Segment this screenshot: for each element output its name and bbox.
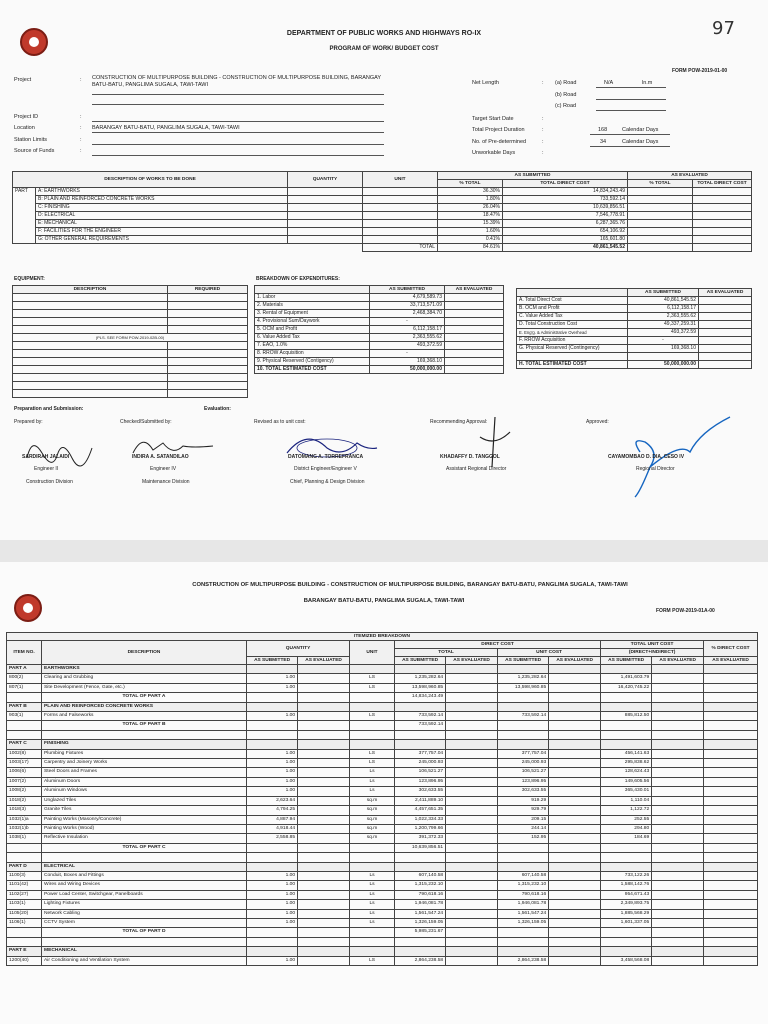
- signature-4-icon: [470, 412, 520, 472]
- duration-label: Total Project Duration: [472, 127, 525, 133]
- col-unit: UNIT: [363, 172, 438, 188]
- table-row: C. Value Added Tax 2,363,555.62: [517, 313, 752, 321]
- blank-row: [7, 853, 758, 862]
- table-row: 1018(2) Unglazed Tiles 2,623.64 sq.m 2,411,889.10 919.29 1,110.04: [7, 796, 758, 805]
- table-row: F. RROW Acquisition -: [517, 337, 752, 345]
- table-title: ITEMIZED BREAKDOWN: [7, 633, 758, 641]
- table-row: 7. EAO, 1.0% 493,372.59: [255, 342, 504, 350]
- signatory-1-name: SARDIRAH JALAIDI: [22, 454, 70, 460]
- blank-row: [7, 937, 758, 946]
- table-row: 4. Provisional Sum/Daywork -: [255, 318, 504, 326]
- preparation-label: Preparation and Submission:: [14, 406, 84, 412]
- part-header-row: PART C FINISHING: [7, 740, 758, 749]
- part-total-row: TOTAL OF PART C 10,639,856.51: [7, 843, 758, 852]
- part-total-row: TOTAL OF PART A 14,834,243.49: [7, 693, 758, 702]
- page-separator: [0, 540, 768, 562]
- road-a-unit: ln.m: [642, 80, 653, 86]
- table-row: 1007(2) Aluminum Doors 1.00 Ls 123,896.95 123,896.95 149,605.56: [7, 777, 758, 786]
- part-total-row: TOTAL OF PART D 5,985,231.67: [7, 928, 758, 937]
- table-row: D: ELECTRICAL 18.47% 7,546,778.91: [13, 212, 752, 220]
- table-row: 1200(40) Air Conditioning and Ventilation System 1.00 LS 2,864,238.58 2,864,238.58 3,458,568.08: [7, 956, 758, 965]
- signatory-3-name: DATOMANG A. TORREFRANCA: [288, 454, 364, 460]
- table-row: 8. RROW Acquisition -: [255, 350, 504, 358]
- breakdown-title: BREAKDOWN OF EXPENDITURES:: [256, 276, 340, 282]
- table-row: E: MECHANICAL 15.39% 6,287,365.76: [13, 220, 752, 228]
- total-row: H. TOTAL ESTIMATED COST 50,000,000.00: [517, 361, 752, 369]
- table-row: E. Eng'g. & Administrative Overhead 493,372.59: [517, 329, 752, 337]
- table-row: 5. OCM and Profit 6,112,158.17: [255, 326, 504, 334]
- road-b-label: (b) Road: [555, 92, 577, 98]
- total-row: 10. TOTAL ESTIMATED COST 50,000,000.00: [255, 366, 504, 374]
- table-row: 1. Labor 4,679,589.73: [255, 294, 504, 302]
- part-header-row: PART E MECHANICAL: [7, 947, 758, 956]
- project-name: CONSTRUCTION OF MULTIPURPOSE BUILDING - CONSTRUCTION OF MULTIPURPOSE BUILDING, BARANGAY BATU-BATU, PANGLIMA SUGALA, TAWI-TAWI: [92, 75, 381, 88]
- part-total-row: TOTAL OF PART B 733,592.14: [7, 721, 758, 730]
- signatory-4-name: KHADAFFY D. TANGGOL: [440, 454, 500, 460]
- table-row: C: FINISHING 26.04% 10,639,856.51: [13, 204, 752, 212]
- table-row: 903(1) Forms and Falseworks 1.00 LS 733,592.14 733,592.14 885,812.50: [7, 712, 758, 721]
- department-header: DEPARTMENT OF PUBLIC WORKS AND HIGHWAYS RO-IX: [286, 30, 482, 37]
- part-header-row: PART B PLAIN AND REINFORCED CONCRETE WORKS: [7, 702, 758, 711]
- road-c-label: (c) Road: [555, 103, 577, 109]
- equipment-title: EQUIPMENT:: [14, 276, 45, 282]
- table-row: 1038(1) Reflective Insulation 2,558.85 sq.m 391,372.33 152.95 184.69: [7, 834, 758, 843]
- table-row: 1003(17) Carpentry and Joinery Works 1.00 LS 245,000.93 245,000.93 295,838.62: [7, 759, 758, 768]
- works-summary-table: DESCRIPTION OF WORKS TO BE DONE QUANTITY UNIT AS SUBMITTED AS EVALUATED % TOTAL TOTAL DIRECT COST % TOTAL TOTAL DIRECT COST PART A: EARTHWORKS 36.30% 14,834,243.49 B: PLAIN AND REINFORCED CONCRETE WORKS 1.80% 733,592.14 C: FINISHING 26.04% 10,639,856.51 D: ELECTRICAL 18.47% 7,546,778.91 E: MECHANICAL 15.39% 6,287,365.76 F: FACILITIES FOR THE ENGINEER 1.60% 654,106.92 G: OTHER GENERAL REQUIREMENTS 0.41% 165,601.80 TOTAL 84.61% 40,861,545.52: [12, 171, 752, 252]
- col-description: DESCRIPTION OF WORKS TO BE DONE: [13, 172, 288, 188]
- table-row: 1100(3) Conduit, Boxes and Fittings 1.00 Ls 607,140.58 607,140.58 733,122.26: [7, 871, 758, 880]
- form-number: FORM POW-2019-01A-00: [656, 608, 715, 614]
- itemized-breakdown-table: ITEMIZED BREAKDOWN ITEM NO. DESCRIPTION QUANTITY UNIT DIRECT COST TOTAL UNIT COST % DIRECT COST TOTAL UNIT COST (DIRECT+INDIRECT) AS SUBMITTED AS EVALUATED AS SUBMITTED AS EVALUATED AS SUBMITTED AS EVALUATED AS SUBMITTED AS EVALUATED AS EVALUATED PART A EARTHWORKS 800(2) Clearing and Grubbing 1.00 LS 1,235,282.64 1,235,282.64 1,491,603.79 807(1) Site Development (Fence, Gate, etc.) 1.00 LS 13,598,960.85 13,598,960.85 16,420,745.22 TOTAL OF PART A 14,834,243.49 PART B PLAIN AND REINFORCED CONCRETE WORKS 903(1) Forms and Falseworks 1.00 LS 733,592.14 733,592.14 885,812.50 TOTAL OF PART B 733,592.14 PART C FINISHING 1002(8) Plumbing Fixtures 1.00 LS 377,757.04 377,757.04 456,141.63 1003(17) Carpentry and Joinery Works 1.00 LS 245,000.93 245,000.93 295,838.62 1006(6) Steel Doors and Frames 1.00 Ls 106,521.27 106,521.27 128,624.43 1007(2) Aluminum Doors 1.00 Ls 123,896.95 123,896.95 149,605.56 1008(2) Aluminum Windows 1.00 Ls 302,633.55 302,633.55 365,430.01 1018(2) Unglazed Tiles 2,623.64 sq.m 2,411,889.10 919.29 1,110.04 1018(3) Granite Tiles 4,794.25 sq.m 4,457,651.35 929.79 1,122.72 1032(1)a Painting Works (Masonry/Concrete) 4,887.94 sq.m 1,022,334.33 209.15 252.55 1032(1)b Painting Works (Wood) 4,918.44 sq.m 1,200,799.66 244.14 294.80 1038(1) Reflective Insulation 2,558.85 sq.m 391,372.33 152.95 184.69 TOTAL OF PART C 10,639,856.51 PART D ELECTRICAL 1100(3) Conduit, Boxes and Fittings 1.00 Ls 607,140.58 607,140.58 733,122.26 1101(42) Wires and Wiring Devices 1.00 Ls 1,315,232.10 1,315,232.10 1,588,142.76 1102(27) Power Load Center, Switchgear, Panelboards 1.00 Ls 790,618.16 790,618.16 954,671.43 1103(1) Lighting Fixtures 1.00 Ls 1,946,081.78 1,946,081.78 2,349,893.75 1105(20) Network Cabling 1.00 Ls 1,561,547.24 1,561,547.24 1,885,568.29 1106(1) CCTV System 1.00 Ls 1,326,159.05 1,326,159.05 1,601,337.05 TOTAL OF PART D 5,985,231.67 PART E MECHANICAL 1200(40) Air Conditioning and Ventilation System 1.00 LS 2,864,238.58 2,864,238.58 3,458,568.08: [6, 632, 758, 966]
- target-start-label: Target Start Date: [472, 116, 514, 122]
- table-row: 1032(1)a Painting Works (Masonry/Concrete) 4,887.94 sq.m 1,022,334.33 209.15 252.55: [7, 815, 758, 824]
- project-location: BARANGAY BATU-BATU, PANGLIMA SUGALA, TAWI-TAWI: [303, 598, 465, 604]
- table-row: 1105(20) Network Cabling 1.00 Ls 1,561,547.24 1,561,547.24 1,885,568.29: [7, 909, 758, 918]
- station-limits-label: Station Limits: [14, 137, 48, 143]
- project-id-label: Project ID: [14, 114, 39, 120]
- predetermined-value: 34: [600, 139, 607, 145]
- program-of-work-page: 97 DEPARTMENT OF PUBLIC WORKS AND HIGHWAYS RO-IX PROGRAM OF WORK/ BUDGET COST FORM POW-2019-01-00 Project : CONSTRUCTION OF MULTIPURPOSE BUILDING - CONSTRUCTION OF MULTIPURPOSE BUILDING, BARANGAY BATU-BATU, PANGLIMA SUGALA, TAWI-TAWI Project ID : Location : BARANGAY BATU-BATU, PANGLIMA SUGALA, TAWI-TAWI Station Limits : Source of Funds : Net Length : (a) Road N/A ln.m (b) Road (c) Road Target Start Date : Total Project Duration : 168 Calendar Days No. of Pre-determined : 34 Calendar Days Unworkable Days : DESCRIPTION OF WORKS TO BE DONE QUANTITY UNIT AS SUBMITTED AS EVALUATED % TOTAL TOTAL DIRECT COST % TOTAL TOTAL DIRECT COST PART A: EARTHWORKS 36.30% 14,834,243.49 B: PLAIN AND REINFORCED CONCRETE WORKS 1.80% 733,592.14 C: FINISHING 26.04% 10,639,856.51 D: ELECTRICAL 18.47% 7,546,778.91 E: MECHANICAL 15.39% 6,287,365.76 F: FACILITIES FOR THE ENGINEER 1.60% 654,106.92 G: OTHER GENERAL REQUIREMENTS 0.41% 165,601.80 TOTAL 84.61% 40,861,545.52 EQUIPMENT: DESCRIPTION REQUIRED (PLS. SEE FORM POW-2019-02B-00) BREAKDOWN OF EXPENDITURES: AS SUBMITTED AS EVALUATED 1. Labor 4,679,589.73 2. Materials 33,713,571.09 3. Rental of Equipment 2,468,384.70 4. Provisional Sum/Daywork - 5. OCM and Profit 6,112,158.17 6. Value Added Tax 2,363,555.62 7. EAO, 1.0% 493,372.59 8. RROW Acquisition - 9. Physical Reserved (Contigency) 169,368.10 10. TOTAL ESTIMATED COST 50,000,000.00 AS SUBMITTED AS EVALUATED A. Total Direct Cost 40,861,545.52 B. OCM and Profit 6,112,158.17 C. Value Added Tax 2,363,555.62 D. Total Construction Cost 49,337,259.31 E. Eng'g. & Administrative Overhead 493,372.59 F. RROW Acquisition - G. Physical Reserved (Contingency) 169,368.10 H. TOTAL ESTIMATED COST 50,000,000.00 Preparation and Submission: Evaluation: Prepared by: Checked/Submitted by: Revised as to unit cost: Recommending Approval: Approved: SARDIRAH JALAIDI Engineer II Construction Division INDIRA A. SATANDILAO Engineer IV Maintenance Division DATOMANG A. TORREFRANCA District Engineer/Engineer V Chief, Planning & Design Division KHADAFFY D. TANGGOL Assistant Regional Director CAYAMOMBAO D. DIA, CESO IV Regional Director: [0, 0, 768, 540]
- table-row: D. Total Construction Cost 49,337,259.31: [517, 321, 752, 329]
- signature-2-icon: [128, 428, 218, 468]
- predetermined-unit: Calendar Days: [622, 139, 659, 145]
- table-row: 1101(42) Wires and Wiring Devices 1.00 Ls 1,315,232.10 1,315,232.10 1,588,142.76: [7, 881, 758, 890]
- project-title: CONSTRUCTION OF MULTIPURPOSE BUILDING - CONSTRUCTION OF MULTIPURPOSE BUILDING, BARANGAY BATU-BATU, PANGLIMA SUGALA, TAWI-TAWI: [192, 582, 628, 588]
- predetermined-label: No. of Pre-determined: [472, 139, 527, 145]
- project-label: Project: [14, 77, 32, 83]
- road-a-label: (a) Road: [555, 80, 577, 86]
- signatory-2-name: INDIRA A. SATANDILAO: [132, 454, 189, 460]
- document-title: PROGRAM OF WORK/ BUDGET COST: [329, 46, 439, 52]
- duration-value: 168: [598, 127, 608, 133]
- part-header-row: PART A EARTHWORKS: [7, 665, 758, 674]
- itemized-breakdown-page: [0, 562, 768, 1024]
- col-as-submitted: AS SUBMITTED: [438, 172, 628, 180]
- table-row: 1102(27) Power Load Center, Switchgear, Panelboards 1.00 Ls 790,618.16 790,618.16 954,671.43: [7, 890, 758, 899]
- signature-3-icon: [282, 428, 382, 468]
- location-value: BARANGAY BATU-BATU, PANGLIMA SUGALA, TAWI-TAWI: [92, 125, 240, 131]
- table-row: 1006(6) Steel Doors and Frames 1.00 Ls 106,521.27 106,521.27 128,624.43: [7, 768, 758, 777]
- table-row: 6. Value Added Tax 2,363,555.62: [255, 334, 504, 342]
- blank-row: [7, 730, 758, 739]
- unworkable-days-label: Unworkable Days: [472, 150, 516, 156]
- dpwh-logo-icon: [14, 594, 42, 622]
- form-number: FORM POW-2019-01-00: [672, 68, 728, 74]
- table-row: 1002(8) Plumbing Fixtures 1.00 LS 377,757.04 377,757.04 456,141.63: [7, 749, 758, 758]
- col-as-evaluated: AS EVALUATED: [628, 172, 752, 180]
- table-row: 1032(1)b Painting Works (Wood) 4,918.44 sq.m 1,200,799.66 244.14 294.80: [7, 824, 758, 833]
- equipment-table: DESCRIPTION REQUIRED (PLS. SEE FORM POW-2019-02B-00): [12, 285, 248, 398]
- table-row: 3. Rental of Equipment 2,468,384.70: [255, 310, 504, 318]
- table-row: G: OTHER GENERAL REQUIREMENTS 0.41% 165,601.80: [13, 236, 752, 244]
- table-row: B. OCM and Profit 6,112,158.17: [517, 305, 752, 313]
- road-a-value: N/A: [604, 80, 614, 86]
- table-row: 800(2) Clearing and Grubbing 1.00 LS 1,235,282.64 1,235,282.64 1,491,603.79: [7, 674, 758, 683]
- duration-unit: Calendar Days: [622, 127, 659, 133]
- table-row: 1106(1) CCTV System 1.00 Ls 1,326,159.05 1,326,159.05 1,601,337.05: [7, 918, 758, 927]
- evaluation-label: Evaluation:: [204, 406, 231, 412]
- table-row: 807(1) Site Development (Fence, Gate, etc.) 1.00 LS 13,598,960.85 13,598,960.85 16,420,745.22: [7, 683, 758, 692]
- cost-summary-table: AS SUBMITTED AS EVALUATED A. Total Direct Cost 40,861,545.52 B. OCM and Profit 6,112,158.17 C. Value Added Tax 2,363,555.62 D. Total Construction Cost 49,337,259.31 E. Eng'g. & Administrative Overhead 493,372.59 F. RROW Acquisition - G. Physical Reserved (Contingency) 169,368.10 H. TOTAL ESTIMATED COST 50,000,000.00: [516, 288, 752, 369]
- table-row: 2. Materials 33,713,571.09: [255, 302, 504, 310]
- table-row: A. Total Direct Cost 40,861,545.52: [517, 297, 752, 305]
- table-row: G. Physical Reserved (Contingency) 169,368.10: [517, 345, 752, 353]
- source-of-funds-label: Source of Funds: [14, 148, 55, 154]
- page-number: 97: [712, 18, 735, 39]
- equipment-note: (PLS. SEE FORM POW-2019-02B-00): [13, 334, 248, 342]
- location-label: Location: [14, 125, 35, 131]
- table-row: B: PLAIN AND REINFORCED CONCRETE WORKS 1.80% 733,592.14: [13, 196, 752, 204]
- table-row: 9. Physical Reserved (Contigency) 169,368.10: [255, 358, 504, 366]
- total-row: TOTAL 84.61% 40,861,545.52: [13, 244, 752, 252]
- dpwh-logo-icon: [20, 28, 48, 56]
- item-rows: [7, 665, 758, 966]
- breakdown-table: AS SUBMITTED AS EVALUATED 1. Labor 4,679,589.73 2. Materials 33,713,571.09 3. Rental of Equipment 2,468,384.70 4. Provisional Sum/Daywork - 5. OCM and Profit 6,112,158.17 6. Value Added Tax 2,363,555.62 7. EAO, 1.0% 493,372.59 8. RROW Acquisition - 9. Physical Reserved (Contigency) 169,368.10 10. TOTAL ESTIMATED COST 50,000,000.00: [254, 285, 504, 374]
- table-row: 1103(1) Lighting Fixtures 1.00 Ls 1,946,081.78 1,946,081.78 2,349,893.75: [7, 900, 758, 909]
- table-row: F: FACILITIES FOR THE ENGINEER 1.60% 654,106.92: [13, 228, 752, 236]
- signatory-5-name: CAYAMOMBAO D. DIA, CESO IV: [608, 454, 685, 460]
- table-row: PART A: EARTHWORKS 36.30% 14,834,243.49: [13, 188, 752, 196]
- col-quantity: QUANTITY: [288, 172, 363, 188]
- table-row: 1018(3) Granite Tiles 4,794.25 sq.m 4,457,651.35 929.79 1,122.72: [7, 806, 758, 815]
- table-row: 1008(2) Aluminum Windows 1.00 Ls 302,633.55 302,633.55 365,430.01: [7, 787, 758, 796]
- net-length-label: Net Length: [472, 80, 499, 86]
- part-header-row: PART D ELECTRICAL: [7, 862, 758, 871]
